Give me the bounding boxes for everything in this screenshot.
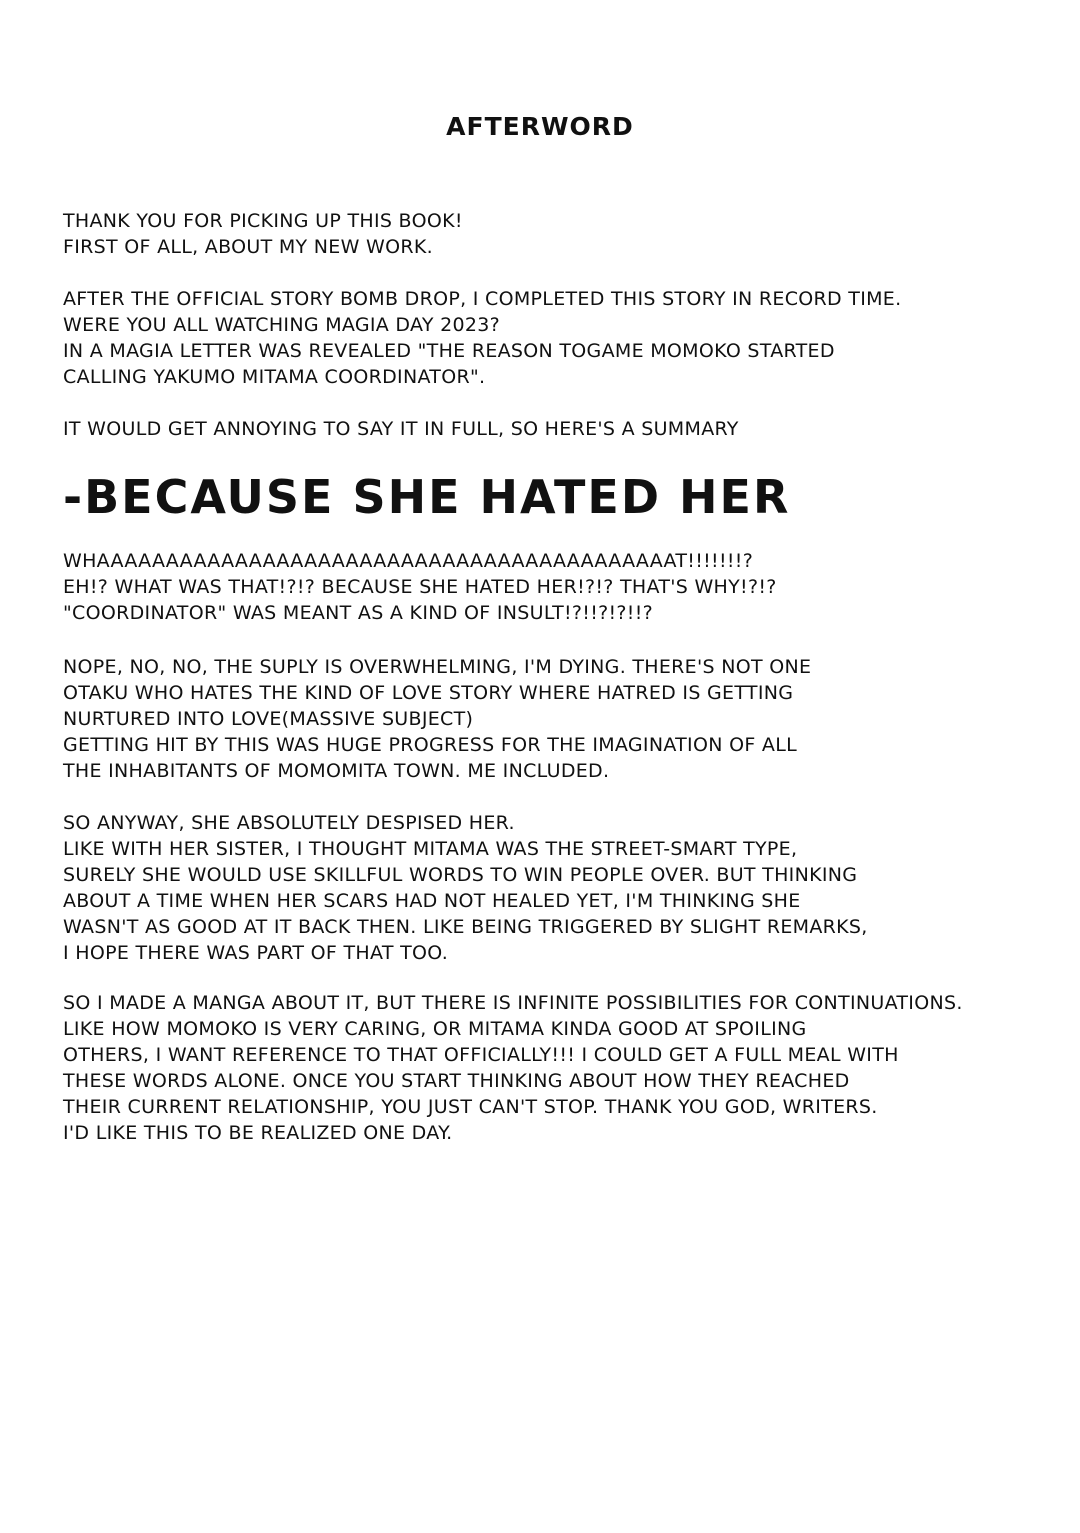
text-line: THE INHABITANTS OF MOMOMITA TOWN. ME INCLUDED. — [63, 760, 610, 782]
text-line: NURTURED INTO LOVE(MASSIVE SUBJECT) — [63, 708, 474, 730]
text-line: IT WOULD GET ANNOYING TO SAY IT IN FULL, SO HERE'S A SUMMARY — [63, 418, 739, 440]
text-line: SO I MADE A MANGA ABOUT IT, BUT THERE IS INFINITE POSSIBILITIES FOR CONTINUATIONS. — [63, 992, 963, 1014]
paragraph-supply — [63, 654, 1053, 784]
text-line: WASN'T AS GOOD AT IT BACK THEN. LIKE BEING TRIGGERED BY SLIGHT REMARKS, — [63, 916, 868, 938]
paragraph-despised — [63, 810, 1053, 966]
paragraph-manga-closing — [63, 990, 1053, 1146]
text-line: EH!? WHAT WAS THAT!?!? BECAUSE SHE HATED HER!?!? THAT'S WHY!?!? — [63, 576, 777, 598]
text-line: I HOPE THERE WAS PART OF THAT TOO. — [63, 942, 449, 964]
text-line: NOPE, NO, NO, THE SUPLY IS OVERWHELMING, I'M DYING. THERE'S NOT ONE — [63, 656, 812, 678]
text-line: SURELY SHE WOULD USE SKILLFUL WORDS TO WIN PEOPLE OVER. BUT THINKING — [63, 864, 858, 886]
text-line: FIRST OF ALL, ABOUT MY NEW WORK. — [63, 236, 433, 258]
text-line: ABOUT A TIME WHEN HER SCARS HAD NOT HEALED YET, I'M THINKING SHE — [63, 890, 801, 912]
paragraph-summary-intro — [63, 416, 1053, 442]
page-title: AFTERWORD — [446, 112, 634, 141]
text-line: WHAAAAAAAAAAAAAAAAAAAAAAAAAAAAAAAAAAAAAAAAAAT!!!!!!!? — [63, 550, 754, 572]
paragraph-reaction — [63, 548, 1053, 626]
text-line: LIKE HOW MOMOKO IS VERY CARING, OR MITAMA KINDA GOOD AT SPOILING — [63, 1018, 807, 1040]
text-line: WERE YOU ALL WATCHING MAGIA DAY 2023? — [63, 314, 501, 336]
headline-summary: -BECAUSE SHE HATED HER — [63, 470, 791, 524]
text-line: LIKE WITH HER SISTER, I THOUGHT MITAMA WAS THE STREET-SMART TYPE, — [63, 838, 798, 860]
text-line: OTAKU WHO HATES THE KIND OF LOVE STORY WHERE HATRED IS GETTING — [63, 682, 794, 704]
text-line: THEIR CURRENT RELATIONSHIP, YOU JUST CAN'T STOP. THANK YOU GOD, WRITERS. — [63, 1096, 878, 1118]
text-line: GETTING HIT BY THIS WAS HUGE PROGRESS FOR THE IMAGINATION OF ALL — [63, 734, 797, 756]
text-line: I'D LIKE THIS TO BE REALIZED ONE DAY. — [63, 1122, 453, 1144]
paragraph-thanks — [63, 208, 1053, 260]
text-line: THESE WORDS ALONE. ONCE YOU START THINKING ABOUT HOW THEY REACHED — [63, 1070, 850, 1092]
text-line: CALLING YAKUMO MITAMA COORDINATOR". — [63, 366, 486, 388]
text-line: SO ANYWAY, SHE ABSOLUTELY DESPISED HER. — [63, 812, 515, 834]
text-line: AFTER THE OFFICIAL STORY BOMB DROP, I COMPLETED THIS STORY IN RECORD TIME. — [63, 288, 902, 310]
text-line: THANK YOU FOR PICKING UP THIS BOOK! — [63, 210, 463, 232]
text-line: IN A MAGIA LETTER WAS REVEALED "THE REASON TOGAME MOMOKO STARTED — [63, 340, 835, 362]
paragraph-story-drop — [63, 286, 1053, 390]
text-line: "COORDINATOR" WAS MEANT AS A KIND OF INSULT!?!!?!?!!? — [63, 602, 654, 624]
text-line: OTHERS, I WANT REFERENCE TO THAT OFFICIALLY!!! I COULD GET A FULL MEAL WITH — [63, 1044, 899, 1066]
